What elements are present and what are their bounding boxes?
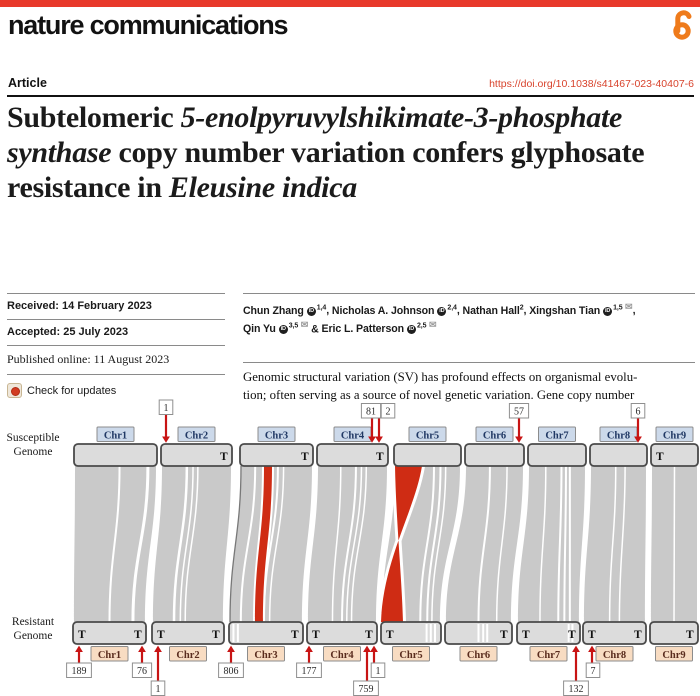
count-value: 57 [514, 406, 524, 418]
count-value: 132 [568, 684, 584, 695]
arrowhead-up [227, 646, 235, 652]
telomere-mark: T [376, 451, 384, 463]
susceptible-chromosome-bar [590, 444, 647, 466]
count-value: 1 [163, 403, 169, 414]
journal-accent-bar [0, 0, 700, 7]
count-value: 6 [635, 406, 641, 418]
check-for-updates-label: Check for updates [27, 384, 117, 397]
abstract-text: Genomic structural variation (SV) has profound effects on organismal evolu- tion; often serving as a source of novel genetic variation. Gene copy number [243, 362, 695, 404]
chromosome-label: Chr4 [340, 430, 365, 442]
telomere-mark: T [568, 629, 576, 641]
telomere-mark: T [686, 629, 694, 641]
email-icon: ✉ [298, 319, 309, 330]
email-icon: ✉ [426, 319, 437, 330]
chromosome-label: Chr3 [264, 430, 289, 442]
article-history [7, 293, 225, 398]
orcid-icon: iD [604, 307, 611, 314]
orcid-icon: iD [308, 307, 314, 314]
telomere-mark: T [134, 629, 142, 641]
telomere-mark: T [588, 629, 596, 641]
count-value: 806 [223, 666, 239, 677]
telomere-mark: T [220, 451, 228, 463]
count-value: 177 [301, 666, 317, 677]
orcid-icon: iD [280, 326, 286, 333]
telomere-mark: T [78, 629, 86, 641]
susceptible-genome-label: Susceptible [6, 432, 60, 444]
article-type-label: Article [8, 76, 47, 90]
chromosome-label: Chr1 [103, 430, 128, 442]
chromosome-label: Chr7 [545, 430, 569, 442]
open-access-icon [669, 9, 695, 40]
count-value: 7 [590, 666, 596, 677]
received-date: Received: 14 February 2023 [7, 293, 225, 319]
chromosome-label: Chr8 [606, 430, 631, 442]
count-value: 1 [375, 666, 381, 677]
susceptible-chromosome-bar [465, 444, 524, 466]
chromosome-label: Chr9 [662, 430, 687, 442]
orcid-icon: iD [439, 307, 445, 314]
chromosome-label: Chr2 [184, 430, 209, 442]
header-divider [7, 95, 694, 97]
telomere-mark: T [301, 451, 309, 463]
count-value: 1 [155, 684, 161, 695]
count-value: 2 [385, 406, 391, 418]
arrowhead-up [305, 646, 313, 652]
author-name: Nathan Hall$^2$ [462, 304, 524, 317]
arrowhead-up [75, 646, 83, 652]
chromosome-label: Chr9 [662, 650, 686, 661]
arrowhead-up [154, 646, 162, 652]
arrowhead-up [370, 646, 378, 652]
author-name: Nicholas A. Johnson iD $^{2,4}$ [331, 304, 457, 317]
telomere-mark: T [522, 629, 530, 641]
author-name: Chun Zhang iD $^{1,4}$ [243, 304, 327, 317]
chromosome-label: Chr6 [466, 650, 491, 661]
accepted-date: Accepted: 25 July 2023 [7, 319, 225, 345]
author-name: Xingshan Tian iD $^{1,5}$ ✉ [529, 301, 633, 317]
article-title: Subtelomeric 5-enolpyruvylshikimate-3-phosphate synthase copy number variation confers glyphosate resistance in Eleusine indica [7, 101, 645, 204]
arrowhead-up [363, 646, 371, 652]
arrowhead-up [138, 646, 146, 652]
journal-name: nature communications [8, 10, 288, 40]
chromosome-label: Chr5 [415, 430, 440, 442]
resistant-genome-label: Genome [13, 630, 53, 642]
telomere-mark: T [656, 451, 664, 463]
doi-link[interactable]: https://doi.org/10.1038/s41467-023-40407-6 [489, 78, 694, 90]
published-date: Published online: 11 August 2023 [7, 345, 225, 374]
telomere-mark: T [212, 629, 220, 641]
author-name: Qin Yu iD $^{3,5}$ ✉ [243, 319, 309, 336]
telomere-mark: T [157, 629, 165, 641]
arrowhead-up [588, 646, 596, 652]
arrowhead-up [572, 646, 580, 652]
orcid-icon: iD [408, 326, 415, 333]
telomere-mark: T [386, 629, 394, 641]
chromosome-label: Chr6 [482, 430, 507, 442]
chromosome-label: Chr1 [97, 650, 122, 661]
chromosome-label: Chr7 [536, 650, 561, 661]
telomere-mark: T [291, 629, 299, 641]
synteny-figure [0, 395, 700, 696]
count-value: 81 [366, 406, 376, 418]
chromosome-label: Chr5 [399, 650, 423, 661]
author-name: Eric L. Patterson iD $^{2,5}$ ✉ [321, 319, 437, 336]
arrowhead-down [375, 437, 383, 443]
telomere-mark: T [365, 629, 373, 641]
chromosome-label: Chr3 [254, 650, 278, 661]
susceptible-genome-label: Genome [13, 446, 53, 458]
count-value: 759 [358, 684, 374, 695]
arrowhead-down [515, 437, 523, 443]
chromosome-label: Chr4 [330, 650, 354, 661]
susceptible-chromosome-bar [74, 444, 157, 466]
susceptible-chromosome-bar [394, 444, 461, 466]
arrowhead-down [162, 437, 170, 443]
email-icon: ✉ [622, 301, 633, 311]
susceptible-chromosome-bar [528, 444, 586, 466]
chromosome-label: Chr8 [602, 650, 627, 661]
author-list: Chun Zhang iD $^{1,4}$, Nicholas A. Johnson iD $^{2,4}$, Nathan Hall$^2$, Xingshan Tian iD $^{1,5}$ ✉, Qin Yu iD $^{3,5}$ ✉ & Eric L. Patterson iD $^{2,5}$ ✉ [243, 293, 695, 338]
telomere-mark: T [312, 629, 320, 641]
chromosome-label: Chr2 [176, 650, 200, 661]
count-value: 189 [71, 666, 87, 677]
article-info-row [8, 76, 694, 90]
telomere-mark: T [500, 629, 508, 641]
count-value: 76 [137, 666, 147, 677]
resistant-genome-label: Resistant [11, 616, 55, 628]
telomere-mark: T [634, 629, 642, 641]
author-and-abstract [243, 293, 695, 404]
